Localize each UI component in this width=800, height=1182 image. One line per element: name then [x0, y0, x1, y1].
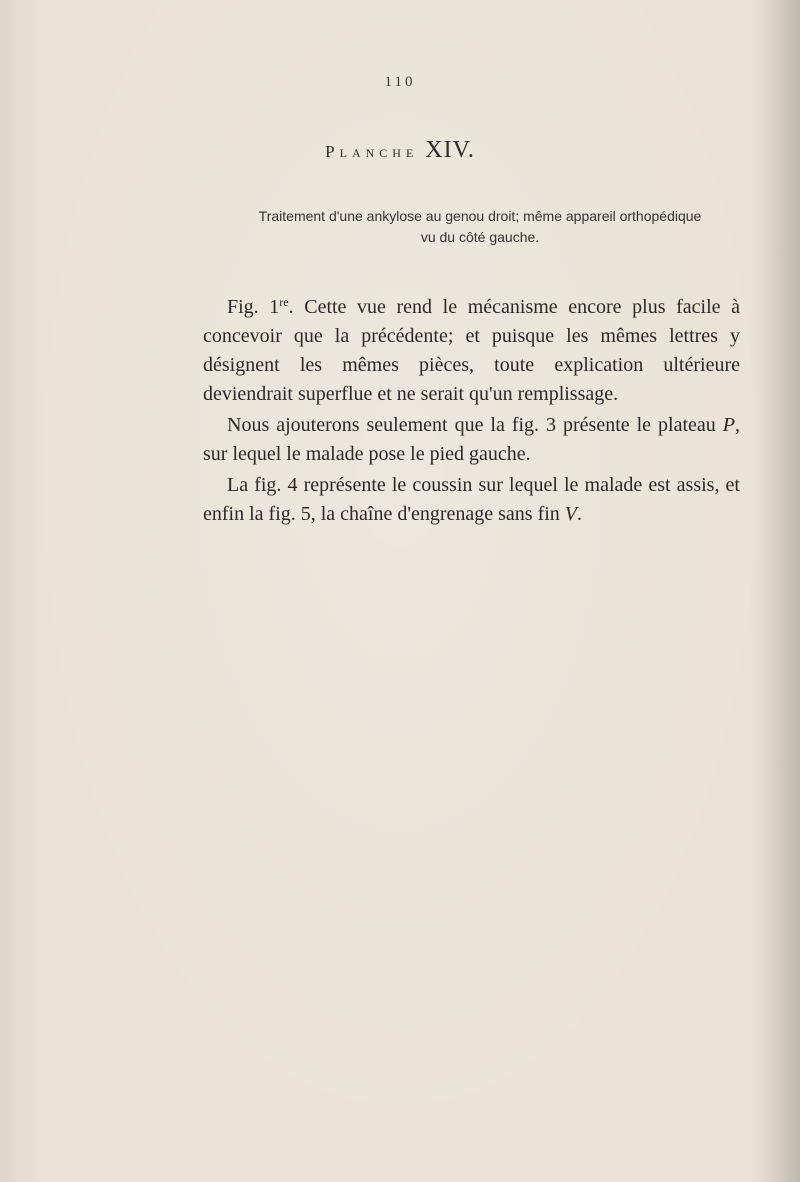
plate-caption — [200, 206, 760, 248]
paragraph-fig1 — [203, 288, 740, 409]
fig1-superscript: re — [279, 295, 289, 309]
fig1-rest: . Cette vue rend le mécanisme encore plus facile à concevoir que la précédente; et puisque les mêmes lettres y désignent les mêmes pièces, toute explication ultérieure deviendrait superflue et ne serait qu'un remplissage. — [203, 296, 740, 405]
fig45-end: . — [577, 503, 583, 525]
page-number: 110 — [384, 74, 416, 90]
fig3-letter: P — [722, 414, 735, 436]
caption-line-1: Traitement d'une ankylose au genou droit; même appareil orthopédique — [258, 208, 702, 224]
fig3-start: Nous ajouterons seulement que la fig. 3 présente le plateau — [227, 414, 723, 436]
fig45-letter: V — [564, 503, 578, 525]
fig1-start: Fig. 1 — [227, 296, 280, 318]
paragraph-fig4-5 — [203, 471, 740, 529]
fig45-start: La fig. 4 représente le coussin sur lequel le malade est assis, et enfin la fig. 5, la chaîne d'engrenage sans fin — [203, 474, 740, 525]
fig3-rest: , sur lequel le malade pose le pied gauche. — [203, 414, 740, 465]
plate-title-roman: XIV. — [425, 137, 475, 163]
body-text — [203, 288, 740, 529]
paragraph-fig3 — [203, 411, 740, 469]
caption-line-2: vu du côté gauche. — [420, 229, 540, 245]
plate-title-word: Planche — [325, 142, 419, 161]
page-edge-shadow — [760, 0, 800, 1182]
plate-title — [0, 137, 800, 164]
